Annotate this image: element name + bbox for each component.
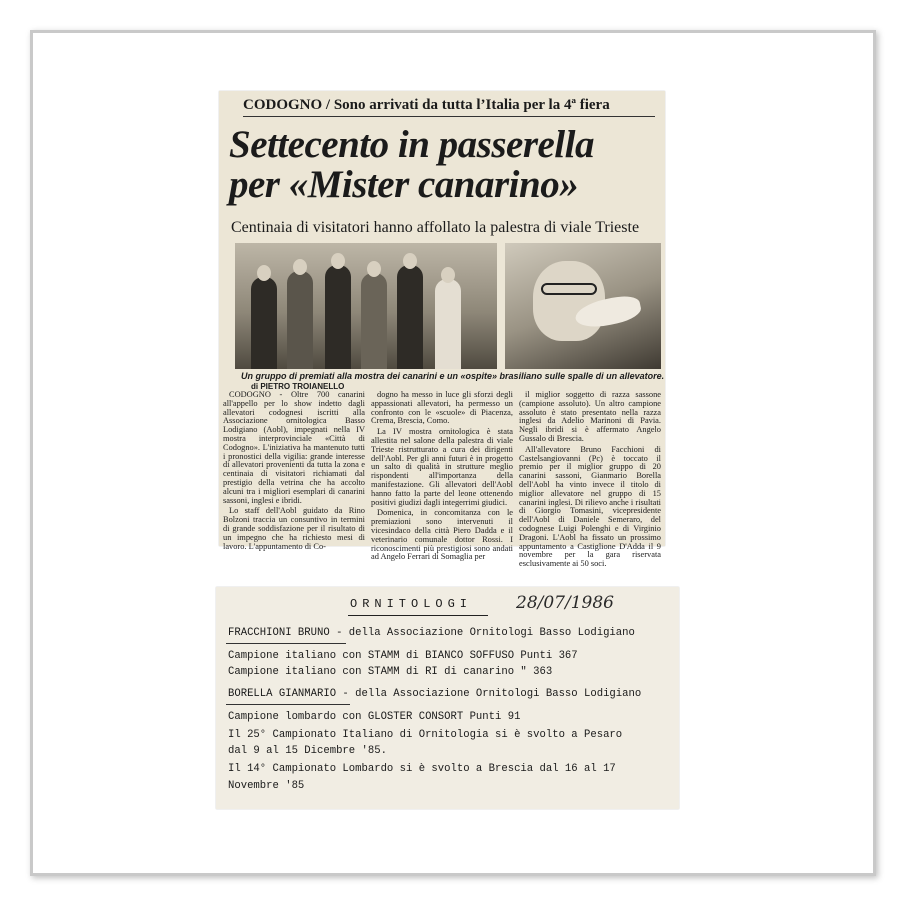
- title-underline: [348, 615, 488, 616]
- figure-head: [367, 261, 381, 277]
- article-column-1: [223, 391, 365, 553]
- figure: [435, 279, 461, 369]
- paragraph: dogno ha messo in luce gli sforzi degli appassionati allevatori, ha permesso un confronto con le «scuole» di Piacenza, Crema, Brescia, Como.: [371, 390, 513, 426]
- figure-head: [331, 253, 345, 269]
- typed-line: Campione lombardo con GLOSTER CONSORT Punti 91: [228, 711, 521, 723]
- glasses: [541, 283, 597, 295]
- newspaper-clipping: [219, 91, 665, 569]
- paragraph: CODOGNO - Oltre 700 canarini all'appello per lo show indetto dagli allevatori codognesi iscritti alla Associazione ornitologica Basso Lodigiano (Aobl), impegnati nella IV mostra interprovinciale «Città di Codogno». L'iniziativa ha mantenuto tutti i pronostici della vigilia: grande interesse di allevatori provenienti da tutta la zona e centinaia di visitatori richiamati dal prestigio della vetrina che ha accolto alcuni tra i migliori esemplari di canarini sassoni, inglesi e ibridi.: [223, 390, 365, 505]
- typed-line: FRACCHIONI BRUNO - della Associazione Ornitologi Basso Lodigiano: [228, 627, 635, 639]
- typed-line: dal 9 al 15 Dicembre '85.: [228, 745, 387, 757]
- article-column-2: [371, 391, 513, 564]
- figure: [287, 271, 313, 369]
- figure: [325, 265, 351, 369]
- typed-line: BORELLA GIANMARIO - della Associazione Ornitologi Basso Lodigiano: [228, 688, 642, 700]
- article-column-3: [519, 391, 661, 571]
- figure: [361, 273, 387, 369]
- headline-line-1: Settecento in passerella: [229, 123, 594, 166]
- typed-note-card: [216, 587, 679, 809]
- figure: [397, 265, 423, 369]
- article-headline: [229, 125, 659, 205]
- figure-head: [257, 265, 271, 281]
- byline: di PIETRO TROIANELLO: [251, 382, 345, 391]
- underline: [226, 704, 350, 705]
- article-kicker: CODOGNO / Sono arrivati da tutta l’Italia per la 4ª fiera: [243, 97, 655, 117]
- photo-caption: Un gruppo di premiati alla mostra dei canarini e un «ospite» brasiliano sulle spalle di un allevatore.: [241, 371, 665, 381]
- typed-line: Il 14° Campionato Lombardo si è svolto a Brescia dal 16 al 17: [228, 763, 616, 775]
- photo-award-winners: [235, 243, 497, 369]
- handwritten-date: 28/07/1986: [516, 593, 614, 613]
- article-subhead: Centinaia di visitatori hanno affollato la palestra di viale Trieste: [231, 219, 640, 236]
- figure-head: [293, 259, 307, 275]
- figure-head: [403, 253, 417, 269]
- typed-line: Campione italiano con STAMM di RI di canarino " 363: [228, 666, 553, 678]
- typed-line: Novembre '85: [228, 780, 305, 792]
- typed-line: Il 25° Campionato Italiano di Ornitologia si è svolto a Pesaro: [228, 729, 623, 741]
- photo-man-with-bird: [505, 243, 661, 369]
- man-face: [533, 261, 605, 341]
- paragraph: Lo staff dell'Aobl guidato da Rino Bolzoni traccia un consuntivo in termini di grande soddisfazione per il risultato di un impegno che ha richiesto mesi di lavoro. L'appuntamento di Co-: [223, 506, 365, 551]
- figure-head: [441, 267, 455, 283]
- underline: [226, 643, 346, 644]
- paragraph: La IV mostra ornitologica è stata allestita nel salone della palestra di viale Trieste ristrutturato a cura dei dirigenti dell'Aobl. Per gli anni futuri è in progetto un salto di qualità in strutture meglio rispondenti all'importanza della manifestazione. Gli allevatori dell'Aobl hanno fatto la parte del leone ottenendo positivi giudizi dagli integerrimi giudici.: [371, 427, 513, 507]
- card-title: ORNITOLOGI: [350, 597, 473, 611]
- figure: [251, 277, 277, 369]
- paragraph: il miglior soggetto di razza sassone (campione assoluto). Un altro campione assoluto è stato presentato nella razza inglesi da Adelio Marinoni di Pavia. Negli ibridi si è affermato Angelo Gussalo di Brescia.: [519, 390, 661, 443]
- paragraph: All'allevatore Bruno Facchioni di Castelsangiovanni (Pc) è toccato il premio per il miglior gruppo di 20 canarini sassoni, Gianmario Borella dell'Aobl ha vinto invece il titolo di miglior allevatore nel gruppo di 15 canarini inglesi. Di rilievo anche i risultati di Giorgio Tomasini, vicepresidente dell'Aobl di Daniele Semeraro, del codognese Luigi Polenghi e di Virginio Dragoni. L'Aobl ha fissato un prossimo appuntamento a Castiglione D'Adda il 9 novembre per la gara riservata esclusivamente ai 50 soci.: [519, 444, 661, 569]
- typed-line: Campione italiano con STAMM di BIANCO SOFFUSO Punti 367: [228, 650, 578, 662]
- paragraph: Domenica, in concomitanza con le premiazioni sono intervenuti il vicesindaco della città Piero Dadda e il veterinario comunale dottor Rossi. I riconoscimenti più prestigiosi sono andati ad Angelo Ferrari di Somaglia per: [371, 508, 513, 562]
- headline-line-2: per «Mister canarino»: [229, 163, 579, 206]
